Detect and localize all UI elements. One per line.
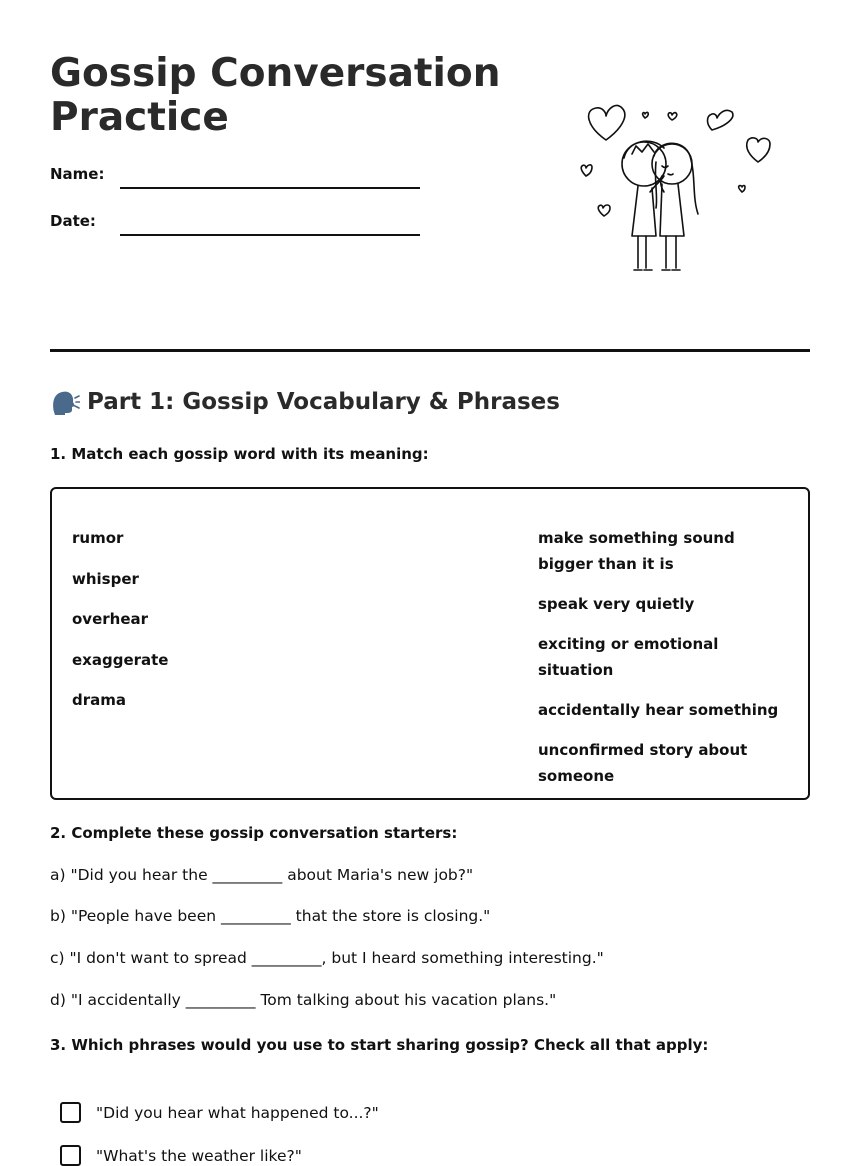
starter-item: a) "Did you hear the _________ about Maria's new job?"	[50, 866, 474, 884]
word-column	[72, 525, 372, 728]
checkbox-label: "What's the weather like?"	[96, 1146, 302, 1165]
question-2-label: 2. Complete these gossip conversation starters:	[50, 824, 458, 842]
date-field[interactable]	[120, 234, 420, 236]
starter-item: b) "People have been _________ that the store is closing."	[50, 907, 491, 925]
question-3-label: 3. Which phrases would you use to start sharing gossip? Check all that apply:	[50, 1036, 709, 1054]
speaking-head-icon	[50, 388, 80, 416]
part1-title	[50, 388, 560, 416]
match-word: drama	[72, 691, 127, 709]
checkbox-option[interactable]	[60, 1145, 302, 1166]
match-meaning: speak very quietly	[538, 595, 695, 613]
match-meaning: exciting or emotional situation	[538, 635, 719, 679]
match-word: rumor	[72, 529, 124, 547]
date-label: Date:	[50, 212, 96, 230]
starter-item: d) "I accidentally _________ Tom talking about his vacation plans."	[50, 991, 557, 1009]
starter-item: c) "I don't want to spread _________, but I heard something interesting."	[50, 949, 604, 967]
part1-title-text: Part 1: Gossip Vocabulary & Phrases	[87, 389, 560, 415]
question-1-label: 1. Match each gossip word with its meaning:	[50, 445, 429, 463]
match-word: exaggerate	[72, 650, 169, 669]
checkbox-option[interactable]	[60, 1102, 379, 1123]
match-word: overhear	[72, 610, 149, 628]
match-meaning: make something sound bigger than it is	[538, 529, 735, 573]
page-title	[50, 52, 510, 140]
title-line-2: Practice	[50, 95, 229, 140]
match-meaning: unconfirmed story about someone	[538, 741, 748, 785]
name-field[interactable]	[120, 187, 420, 189]
match-meaning: accidentally hear something	[538, 701, 779, 719]
matching-box	[50, 487, 810, 800]
name-label: Name:	[50, 165, 105, 183]
checkbox-label: "Did you hear what happened to...?"	[96, 1103, 379, 1122]
header-divider	[50, 349, 810, 352]
checkbox[interactable]	[60, 1102, 81, 1123]
title-line-1: Gossip Conversation	[50, 51, 501, 96]
checkbox[interactable]	[60, 1145, 81, 1166]
meaning-column	[538, 525, 788, 803]
whispering-couple-icon	[572, 96, 782, 278]
match-word: whisper	[72, 569, 139, 588]
